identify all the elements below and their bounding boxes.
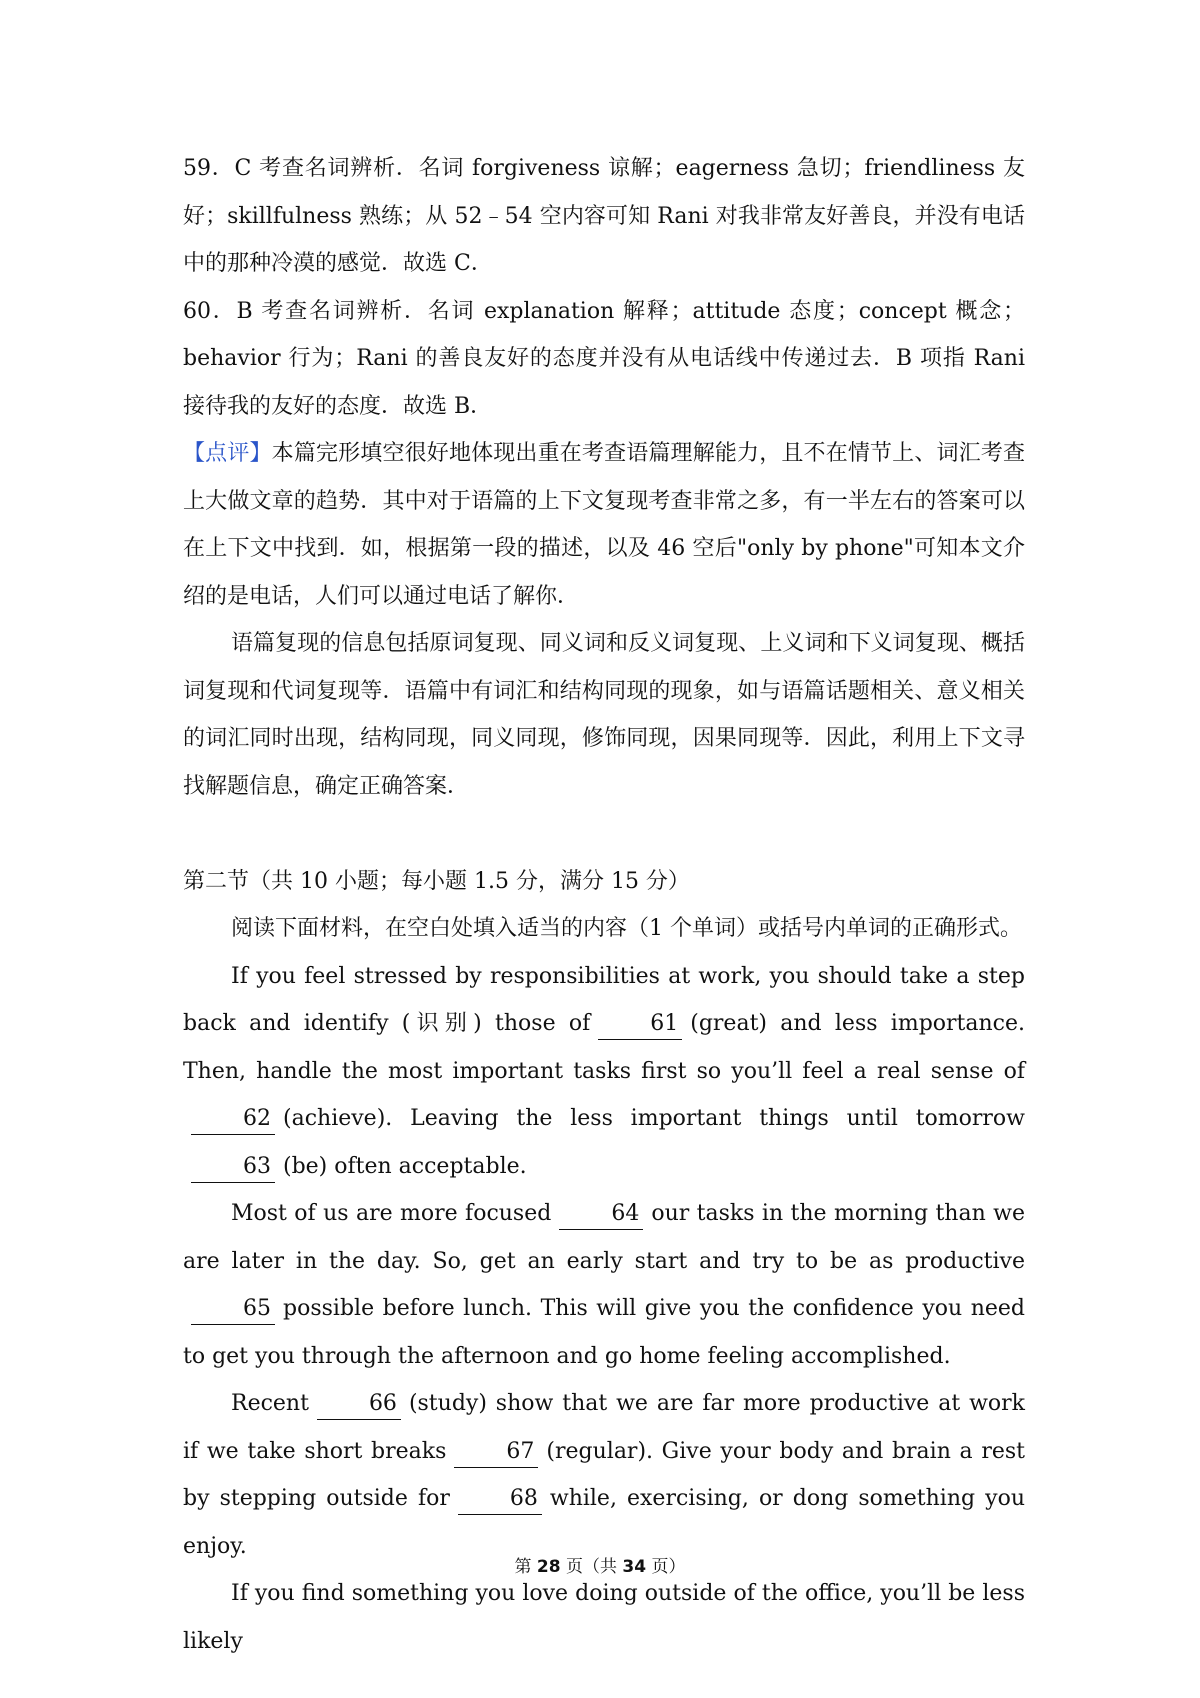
review-paragraph xyxy=(183,430,1025,620)
blank-65: 65 xyxy=(191,1294,275,1325)
blank-68: 68 xyxy=(458,1484,542,1515)
section-heading: 第二节（共 10 小题；每小题 1.5 分，满分 15 分） xyxy=(183,868,690,894)
review-paragraph-2: 语篇复现的信息包括原词复现、同义词和反义词复现、上义词和下义词复现、概括词复现和代词复现等．语篇中有词汇和结构同现的现象，如与语篇话题相关、意义相关的词汇同时出现，结构同现，同义同现，修饰同现，因果同现等．因此，利用上下文寻找解题信息，确定正确答案． xyxy=(183,631,1025,799)
review-text: 本篇完形填空很好地体现出重在考查语篇理解能力，且不在情节上、词汇考查上大做文章的趋势．其中对于语篇的上下文复现考查非常之多，有一半左右的答案可以在上下文中找到．如，根据第一段的描述，以及 46 空后"only by phone"可知本文介绍的是电话，人们可以通过电话了解你． xyxy=(183,441,1025,609)
passage-text: our tasks in the morning than we are later in the day. So, get an early start and try to be as productive xyxy=(183,1201,1026,1274)
blank-62: 62 xyxy=(191,1104,275,1135)
footer-suffix: 页） xyxy=(651,1557,686,1577)
blank-67: 67 xyxy=(454,1437,538,1468)
passage-text: Recent xyxy=(231,1391,309,1416)
passage-text: (regular). Give your body and brain a rest by stepping outside for xyxy=(183,1438,1025,1511)
blank-66: 66 xyxy=(317,1389,401,1420)
answer-60: 60．B 考查名词辨析．名词 explanation 解释；attitude 态度；concept 概念；behavior 行为；Rani 的善良友好的态度并没有从电话线中传递过去．B 项指 Rani 接待我的友好的态度．故选 B． xyxy=(183,298,1025,419)
passage-paragraph-3 xyxy=(183,1380,1025,1570)
answer-59: 59．C 考查名词辨析．名词 forgiveness 谅解；eagerness 急切；friendliness 友好；skillfulness 熟练；从 52﹣54 空内容可知 Rani 对我非常友好善良，并没有电话中的那种冷漠的感觉．故选 C． xyxy=(183,156,1025,276)
section-spacer xyxy=(183,810,1025,858)
passage-text: If you feel stressed by responsibilities at work, you should take a step back and identify (识别) those of xyxy=(183,963,1025,1036)
passage-text: possible before lunch. This will give you the confidence you need to get you through the afternoon and go home feeling accomplished. xyxy=(183,1296,1025,1369)
passage-text: Most of us are more focused xyxy=(231,1201,552,1226)
passage-text: while, exercising, or dong something you enjoy. xyxy=(183,1486,1025,1559)
review-tag: 【点评】 xyxy=(183,441,272,466)
passage-paragraph-4: If you find something you love doing outside of the office, you’ll be less likely xyxy=(183,1581,1025,1654)
passage-text: (achieve). Leaving the less important things until tomorrow xyxy=(283,1106,1025,1131)
passage-paragraph-1 xyxy=(183,953,1025,1191)
document-page xyxy=(183,145,1025,1665)
passage-text: (great) and less importance. Then, handle the most important tasks first so you’ll feel a real sense of xyxy=(183,1011,1025,1084)
passage-text: (be) often acceptable. xyxy=(283,1153,527,1179)
passage-paragraph-2 xyxy=(183,1190,1025,1380)
footer-prefix: 第 xyxy=(514,1557,532,1577)
blank-64: 64 xyxy=(559,1199,643,1230)
total-page-number: 34 xyxy=(622,1557,647,1577)
blank-63: 63 xyxy=(191,1152,275,1183)
current-page-number: 28 xyxy=(536,1557,561,1577)
footer-middle: 页（共 xyxy=(566,1557,617,1577)
blank-61: 61 xyxy=(598,1009,682,1040)
passage-text: (study) show that we are far more productive at work if we take short breaks xyxy=(183,1391,1025,1464)
section-instructions: 阅读下面材料，在空白处填入适当的内容（1 个单词）或括号内单词的正确形式。 xyxy=(231,916,1022,941)
page-footer xyxy=(0,1555,1200,1579)
